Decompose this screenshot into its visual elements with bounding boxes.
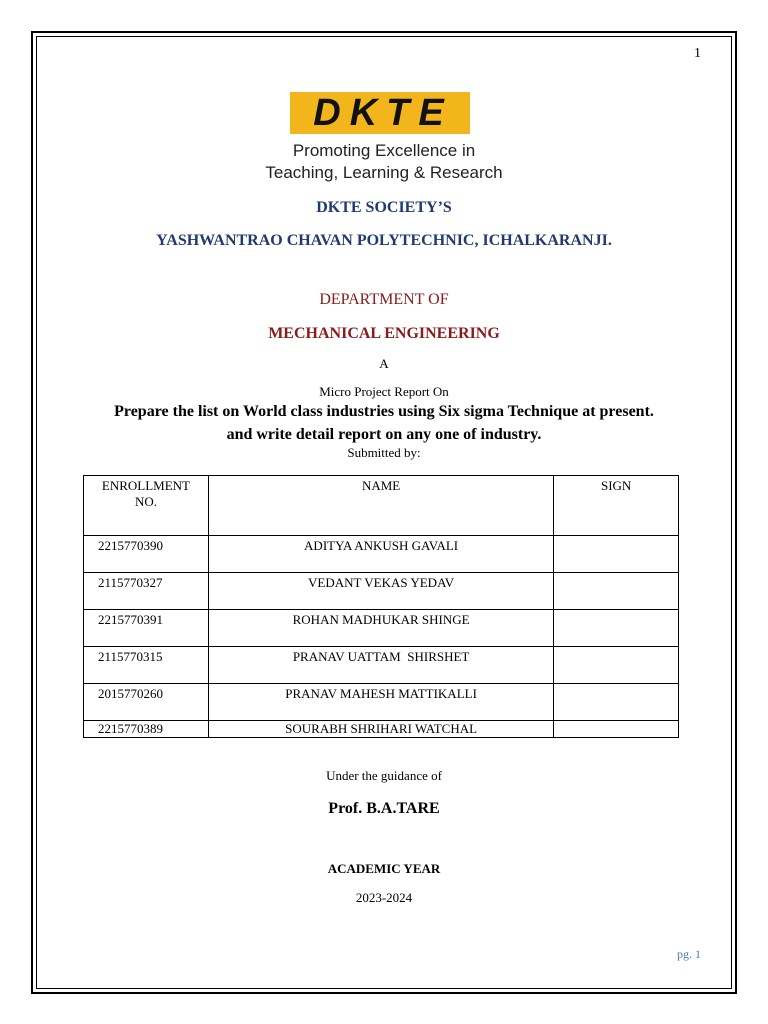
guidance-label: Under the guidance of	[326, 768, 442, 783]
sign-cell	[554, 536, 679, 573]
footer-page-number: pg. 1	[677, 947, 701, 961]
society-name: DKTE SOCIETY’S	[316, 199, 452, 216]
sign-cell	[554, 573, 679, 610]
enrollment-cell: 2215770389	[84, 721, 209, 738]
name-cell: PRANAV MAHESH MATTIKALLI	[208, 684, 553, 721]
report-type: Micro Project Report On	[319, 384, 449, 399]
name-header: NAME	[208, 476, 553, 536]
sign-cell	[554, 684, 679, 721]
sign-header: SIGN	[554, 476, 679, 536]
department-name: MECHANICAL ENGINEERING	[268, 325, 500, 342]
tagline-line-2: Teaching, Learning & Research	[265, 163, 503, 182]
table-row	[84, 684, 679, 721]
table-header-row	[84, 476, 679, 536]
logo-text: DKTE	[313, 92, 453, 134]
name-cell: SOURABH SHRIHARI WATCHAL	[208, 721, 553, 738]
table-row	[84, 573, 679, 610]
report-title-line-2: and write detail report on any one of industry.	[226, 426, 542, 443]
table-row	[84, 536, 679, 573]
department-prefix: DEPARTMENT OF	[319, 291, 449, 308]
guide-name: Prof. B.A.TARE	[328, 800, 440, 817]
dkte-logo	[290, 92, 470, 134]
enrollment-header: ENROLLMENT NO.	[84, 476, 209, 536]
academic-year-label: ACADEMIC YEAR	[327, 861, 441, 876]
name-cell: PRANAV UATTAM SHIRSHET	[208, 647, 553, 684]
name-cell: ROHAN MADHUKAR SHINGE	[208, 610, 553, 647]
enrollment-cell: 2015770260	[84, 684, 209, 721]
report-title-line-1: Prepare the list on World class industries using Six sigma Technique at present.	[114, 403, 654, 420]
submitted-by-label: Submitted by:	[347, 445, 421, 460]
name-cell: ADITYA ANKUSH GAVALI	[208, 536, 553, 573]
enrollment-cell: 2115770327	[84, 573, 209, 610]
tagline-line-1: Promoting Excellence in	[292, 141, 476, 160]
table-row	[84, 721, 679, 738]
enrollment-cell: 2215770391	[84, 610, 209, 647]
sign-cell	[554, 647, 679, 684]
table-row	[84, 610, 679, 647]
sign-cell	[554, 610, 679, 647]
sign-cell	[554, 721, 679, 738]
name-cell: VEDANT VEKAS YEDAV	[208, 573, 553, 610]
page-number: 1	[694, 46, 701, 61]
article-a: A	[379, 356, 389, 371]
academic-year: 2023-2024	[355, 890, 413, 905]
enrollment-cell: 2115770315	[84, 647, 209, 684]
enrollment-cell: 2215770390	[84, 536, 209, 573]
institute-name: YASHWANTRAO CHAVAN POLYTECHNIC, ICHALKARANJI.	[156, 232, 612, 249]
table-row	[84, 647, 679, 684]
student-table	[83, 475, 679, 738]
